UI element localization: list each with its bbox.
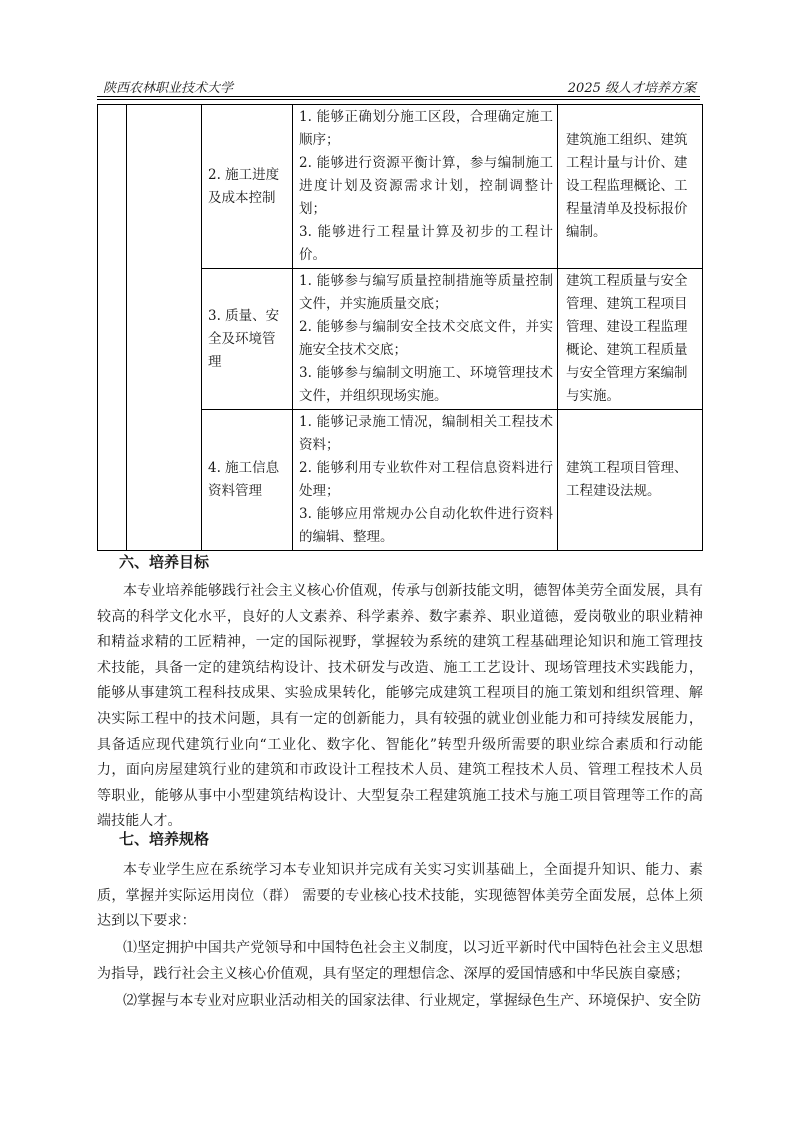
requirement-2: ⑵掌握与本专业对应职业活动相关的国家法律、行业规定，掌握绿色生产、环境保护、安全防 xyxy=(123,993,702,1009)
table-cell-courses: 建筑工程质量与安全管理、建筑工程项目管理、建设工程监理概论、建筑工程质量与安全管理方案编制与实施。 xyxy=(558,269,703,410)
ability-line: 3. 能够应用常规办公自动化软件进行资料的编辑、整理。 xyxy=(299,506,553,545)
ability-line: 2. 能够进行资源平衡计算，参与编制施工进度计划及资源需求计划，控制调整计划； xyxy=(299,155,553,217)
item-label: 4. 施工信息资料管理 xyxy=(208,460,280,499)
curriculum-table xyxy=(97,104,703,551)
item-label: 3. 质量、安全及环境管理 xyxy=(208,307,280,370)
table-cell-item xyxy=(202,105,293,269)
header-institution: 陕西农林职业技术大学 xyxy=(103,81,234,96)
table-cell-abilities xyxy=(293,105,558,269)
training-spec-intro: 本专业学生应在系统学习本专业知识并完成有关实习实训基础上，全面提升知识、能力、素质，掌握并实际运用岗位（群） 需要的专业核心技术技能，实现德智体美劳全面发展，总体上须达到以下要求： xyxy=(97,862,703,930)
requirement-1: ⑴坚定拥护中国共产党领导和中国特色社会主义制度，以习近平新时代中国特色社会主义思想为指导，践行社会主义核心价值观，具有坚定的理想信念、深厚的爱国情感和中华民族自豪感； xyxy=(97,940,703,982)
table-cell-courses: 建筑施工组织、建筑工程计量与计价、建设工程监理概论、工程量清单及投标报价编制。 xyxy=(558,105,703,269)
table-cell-number xyxy=(98,105,127,551)
table-cell-item xyxy=(202,269,293,410)
table-cell-abilities xyxy=(293,410,558,551)
table-cell-courses: 建筑工程项目管理、工程建设法规。 xyxy=(558,410,703,551)
table-row xyxy=(98,105,703,269)
header-rule-double xyxy=(97,99,700,100)
ability-line: 2. 能够参与编制安全技术交底文件，并实施安全技术交底； xyxy=(299,319,553,358)
item-label: 2. 施工进度及成本控制 xyxy=(208,166,280,206)
section-heading-training-spec: 七、培养规格 xyxy=(119,830,210,848)
page-header xyxy=(97,75,700,97)
ability-line: 1. 能够正确划分施工区段，合理确定施工顺序； xyxy=(299,109,553,148)
section-heading-training-goal: 六、培养目标 xyxy=(119,553,210,571)
ability-line: 1. 能够参与编写质量控制措施等质量控制文件，并实施质量交底； xyxy=(299,273,553,312)
table-cell-item xyxy=(202,410,293,551)
training-goal-paragraph: 本专业培养能够践行社会主义核心价值观，传承与创新技能文明，德智体美劳全面发展，具有较高的科学文化水平，良好的人文素养、科学素养、数字素养、职业道德，爱岗敬业的职业精神和精益求精的工匠精神，一定的国际视野，掌握较为系统的建筑工程基础理论知识和施工管理技术技能，具备一定的建筑结构设计、技术研发与改造、施工工艺设计、现场管理技术实践能力，能够从事建筑工程科技成果、实验成果转化，能够完成建筑工程项目的施工策划和组织管理、解决实际工程中的技术问题，具有一定的创新能力，具有较强的就业创业能力和可持续发展能力，具备适应现代建筑行业向“工业化、数字化、智能化”转型升级所需要的职业综合素质和行动能力，面向房屋建筑行业的建筑和市政设计工程技术人员、建筑工程技术人员、管理工程技术人员等职业，能够从事中小型建筑结构设计、大型复杂工程建筑施工技术与施工项目管理等工作的高端技能人才。 xyxy=(97,583,703,830)
table-cell-abilities xyxy=(293,269,558,410)
ability-line: 3. 能够参与编制文明施工、环境管理技术文件，并组织现场实施。 xyxy=(299,365,553,404)
table-cell-field xyxy=(127,105,202,551)
ability-line: 1. 能够记录施工情况，编制相关工程技术资料； xyxy=(299,414,553,453)
header-rule xyxy=(97,96,700,97)
ability-line: 2. 能够利用专业软件对工程信息资料进行处理； xyxy=(299,460,553,499)
header-document-title: 2025 级人才培养方案 xyxy=(567,81,696,96)
ability-line: 3. 能够进行工程量计算及初步的工程计价。 xyxy=(299,224,553,263)
